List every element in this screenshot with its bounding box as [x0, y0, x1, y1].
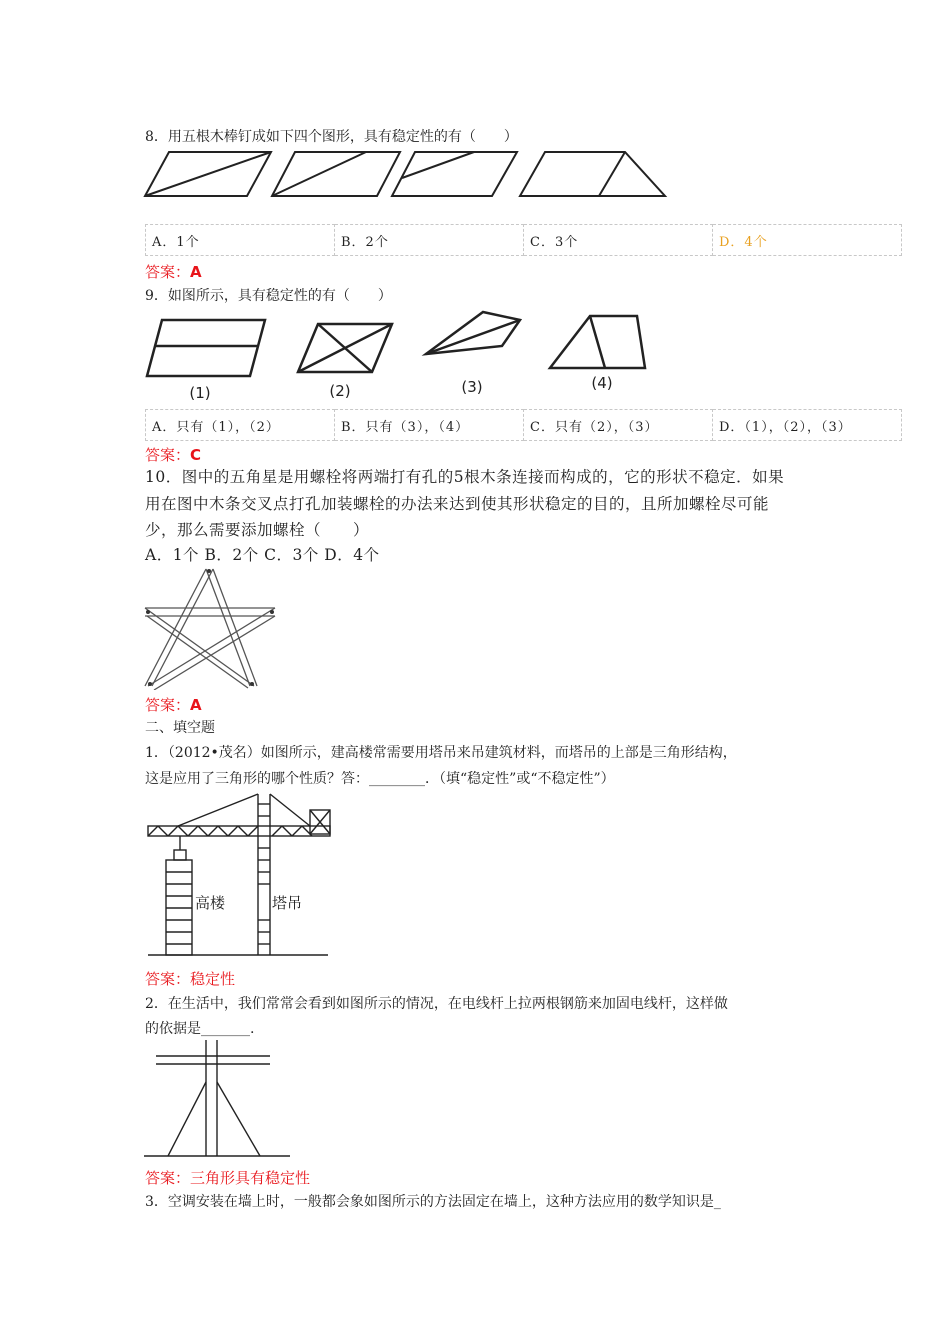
- f2-pole-figure: [142, 1038, 292, 1160]
- q8-stem: 8．用五根木棒钉成如下四个图形，具有稳定性的有（ ）: [145, 129, 518, 145]
- f2-answer-value: 三角形具有稳定性: [190, 1169, 311, 1187]
- q10-stem-line3: 少，那么需要添加螺栓（ ）: [145, 521, 370, 539]
- q8-answer-label: 答案：: [145, 263, 191, 281]
- q10-options: A．1个 B．2个 C．3个 D．4个: [145, 546, 380, 564]
- q9-figures: [140, 306, 655, 402]
- q8-fig4-trapezoid: [520, 152, 665, 196]
- q8-fig4-segment: [599, 152, 625, 196]
- q9-stem: 9．如图所示，具有稳定性的有（ ）: [145, 288, 392, 304]
- q8-option-b[interactable]: B．2个: [335, 225, 524, 256]
- f1-stem-line2: 这是应用了三角形的哪个性质？答：________．（填“稳定性”或“不稳定性”）: [145, 771, 615, 787]
- f1-crane-label: 塔吊: [272, 894, 303, 912]
- q8-option-a[interactable]: A．1个: [146, 225, 335, 256]
- q10-answer: [145, 694, 202, 715]
- q9-fig2-diagonal-b: [318, 324, 372, 372]
- q10-bolt-left: [146, 610, 150, 614]
- q10-answer-value: A: [190, 696, 202, 714]
- q8-answer: [145, 261, 202, 282]
- section2-title: 二、填空题: [145, 720, 215, 736]
- q9-option-a[interactable]: A．只有（1），（2）: [146, 410, 335, 441]
- q9-answer-value: C: [190, 446, 202, 464]
- f1-answer-value: 稳定性: [190, 970, 236, 988]
- q8-options-table: [145, 224, 902, 256]
- f1-building-label: 高楼: [195, 894, 226, 912]
- q10-answer-label: 答案：: [145, 696, 191, 714]
- q9-fig1-label: (1): [189, 384, 211, 402]
- q8-figures: [140, 148, 670, 200]
- q9-answer-label: 答案：: [145, 446, 191, 464]
- q10-bolt-bottom-left: [148, 682, 152, 686]
- q9-fig3-label: (3): [461, 378, 483, 396]
- f2-stem-line2: 的依据是_______.: [145, 1021, 255, 1037]
- q9-options-table: [145, 409, 902, 441]
- q9-fig4-segment: [590, 316, 605, 368]
- f1-crane-figure: [142, 790, 342, 958]
- q9-fig2-label: (2): [329, 382, 351, 400]
- f2-answer: [145, 1167, 310, 1188]
- f1-answer-label: 答案：: [145, 970, 191, 988]
- f3-stem: 3．空调安装在墙上时，一般都会象如图所示的方法固定在墙上，这种方法应用的数学知识是_: [145, 1194, 721, 1210]
- q9-option-b[interactable]: B．只有（3），（4）: [335, 410, 524, 441]
- q10-star-figure: [142, 566, 278, 690]
- q9-answer: [145, 444, 201, 465]
- q10-bolt-right: [270, 610, 274, 614]
- q10-bolt-bottom-right: [250, 682, 254, 686]
- q8-fig2-parallelogram: [272, 152, 400, 196]
- f1-stem-line1: 1．（2012•茂名）如图所示，建高楼常需要用塔吊来吊建筑材料，而塔吊的上部是三角形结构，: [145, 745, 737, 761]
- f2-answer-label: 答案：: [145, 1169, 191, 1187]
- q8-answer-value: A: [190, 263, 202, 281]
- q10-bolt-top: [207, 569, 211, 573]
- f1-answer: [145, 968, 235, 989]
- q9-option-c[interactable]: C．只有（2），（3）: [524, 410, 713, 441]
- q10-stem-line2: 用在图中木条交叉点打孔加装螺栓的办法来达到使其形状稳定的目的，且所加螺栓尽可能: [145, 495, 770, 513]
- q8-fig1-diagonal: [145, 152, 271, 196]
- q9-fig1-parallelogram: [147, 320, 265, 376]
- q8-option-d[interactable]: D．4个: [713, 225, 902, 256]
- q8-fig2-segment: [272, 152, 366, 196]
- q9-fig4-label: (4): [591, 374, 613, 392]
- f2-stem-line1: 2．在生活中，我们常常会看到如图所示的情况，在电线杆上拉两根钢筋来加固电线杆，这样做: [145, 996, 728, 1012]
- q10-stem-line1: 10．图中的五角星是用螺栓将两端打有孔的5根木条连接而构成的，它的形状不稳定．如果: [145, 468, 785, 486]
- q8-option-c[interactable]: C．3个: [524, 225, 713, 256]
- q9-option-d[interactable]: D．（1），（2），（3）: [713, 410, 902, 441]
